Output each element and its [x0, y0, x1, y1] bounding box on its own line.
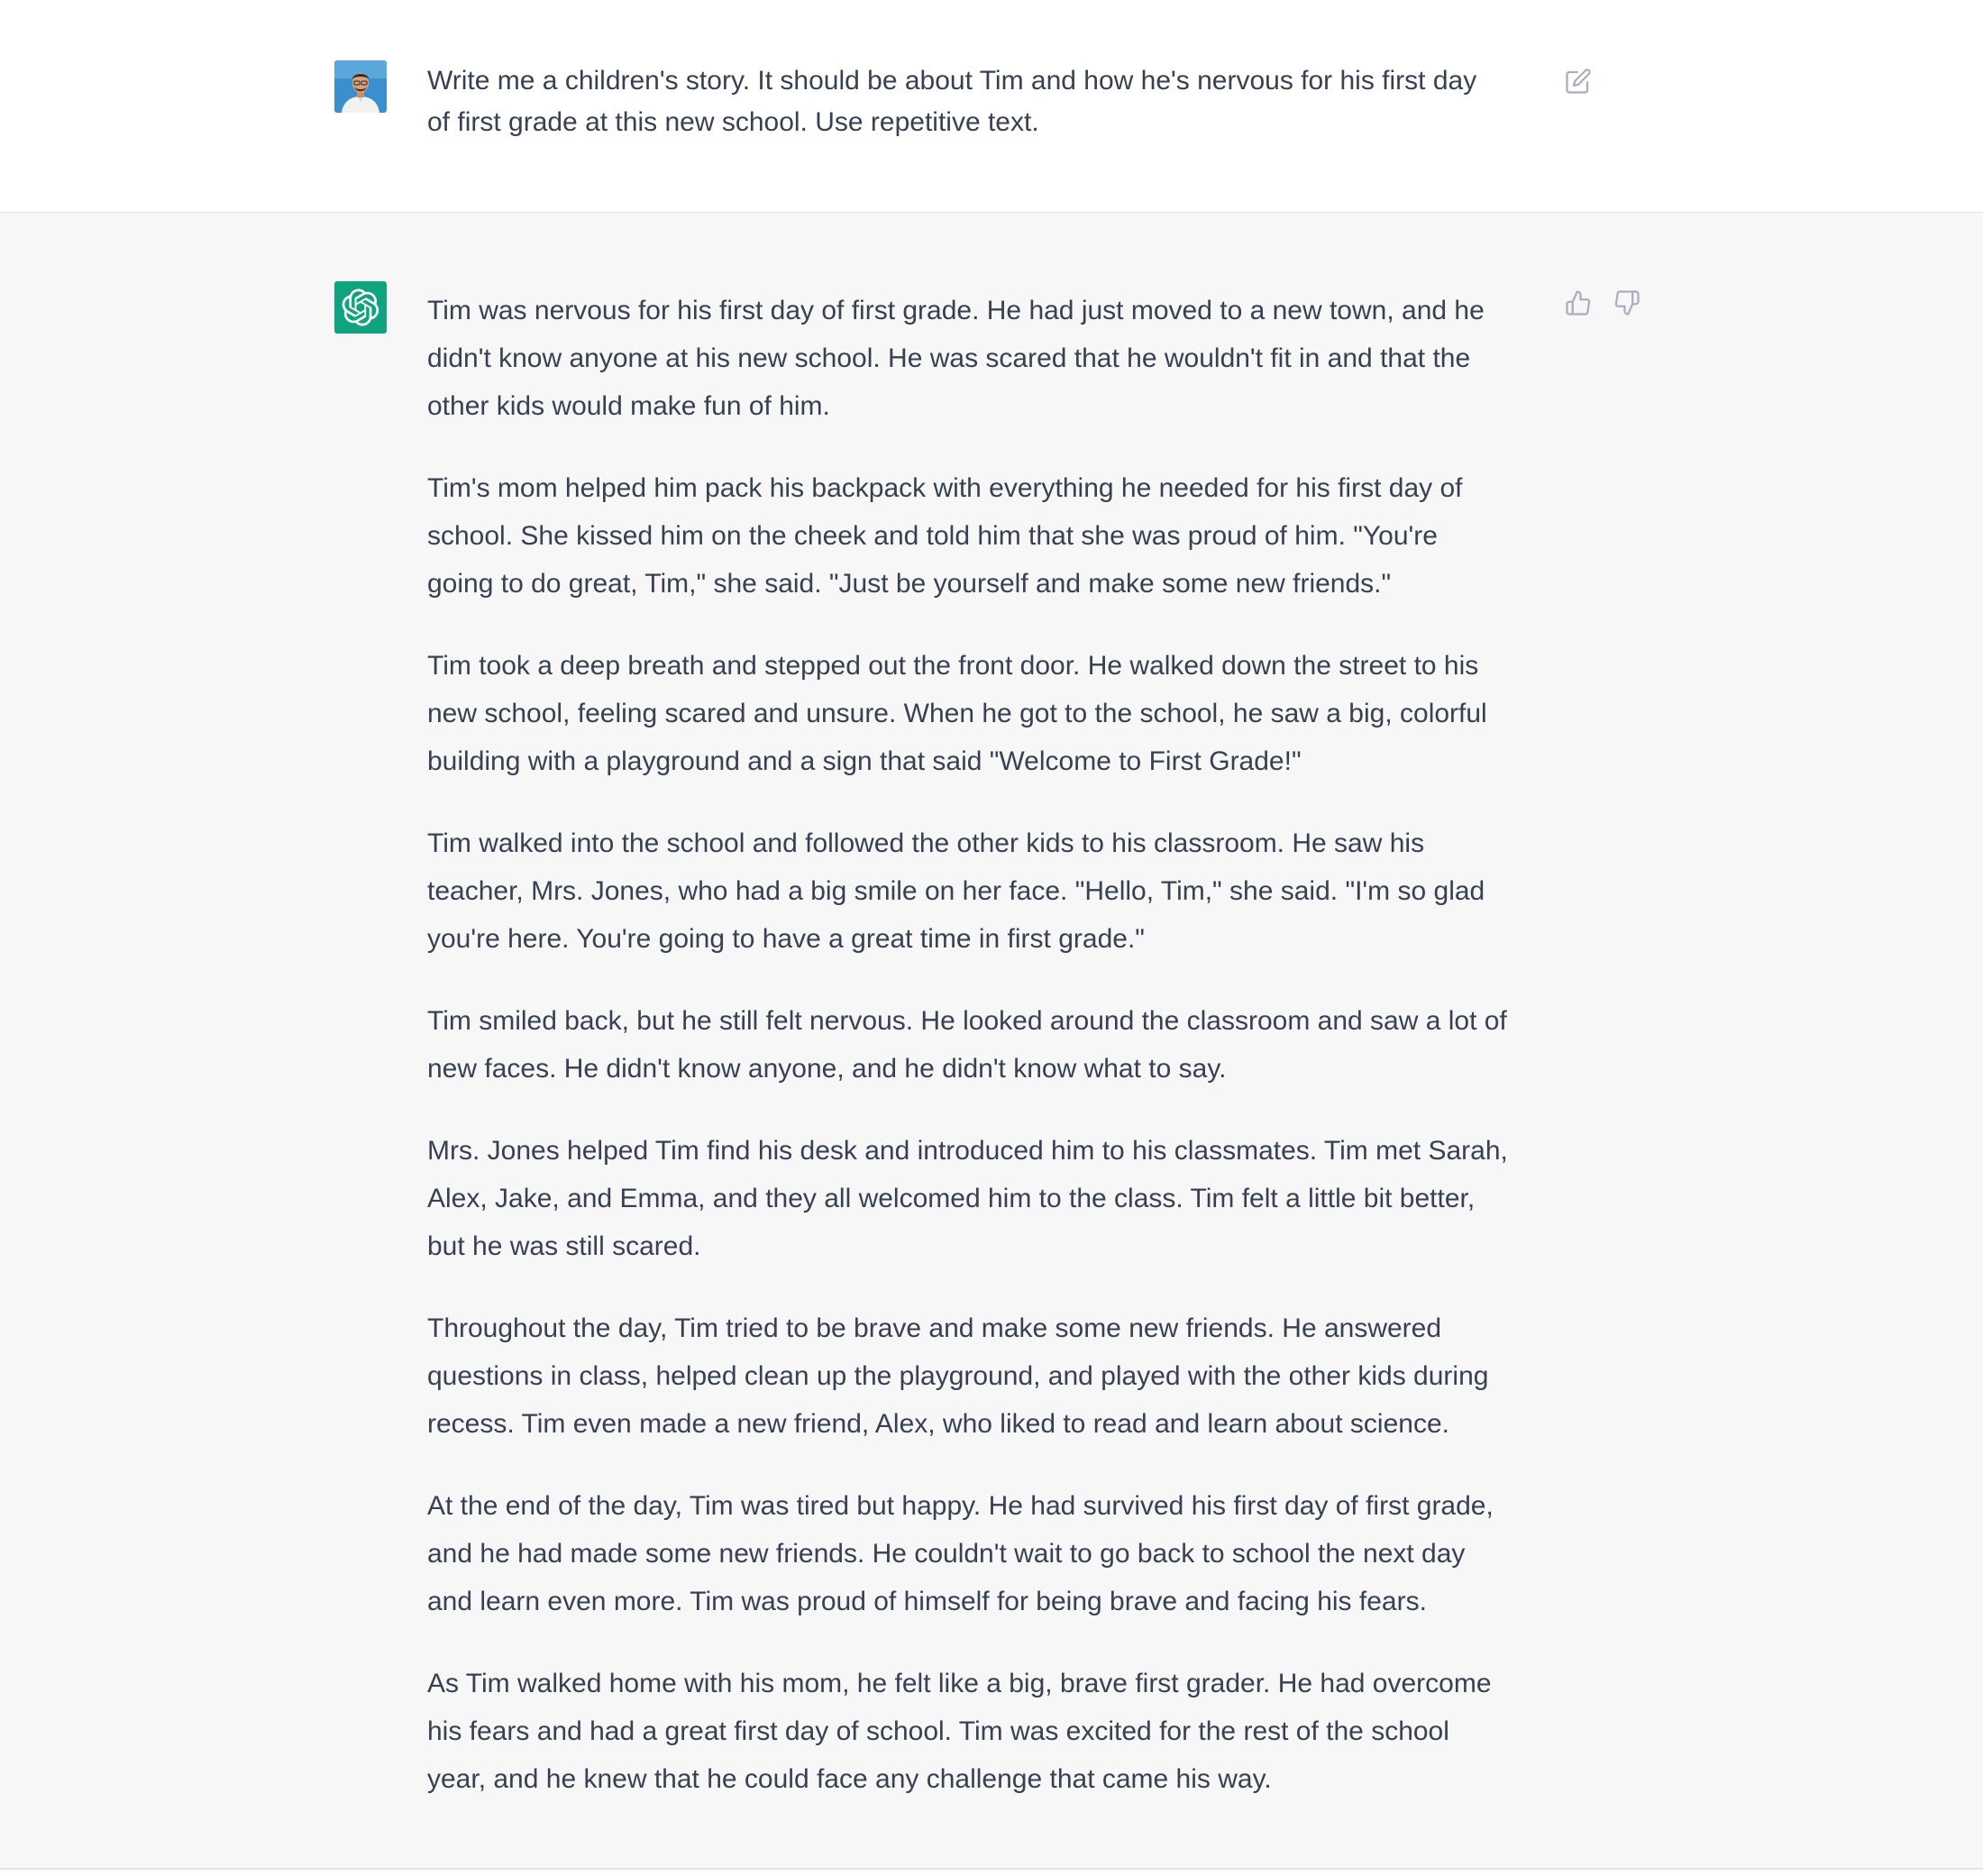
edit-icon: [1565, 68, 1592, 95]
thumbs-up-icon: [1565, 289, 1592, 316]
thumbs-up-button[interactable]: [1563, 288, 1594, 318]
thumbs-down-icon: [1613, 289, 1640, 316]
story-paragraph: As Tim walked home with his mom, he felt like a big, brave first grader. He had overcome his fears and had a great first day of school. Tim was excited for the rest of the school year, and he knew that he could face any challenge that came his way.: [427, 1669, 1492, 1794]
page-bottom-strip: [0, 1870, 1983, 1876]
story-paragraph: Tim smiled back, but he still felt nervous. He looked around the classroom and saw a lot of new faces. He didn't know anyone, and he didn't know what to say.: [427, 1006, 1507, 1084]
assistant-response-text: [427, 287, 1549, 1837]
user-message: [0, 0, 1983, 213]
story-paragraph: Tim walked into the school and followed the other kids to his classroom. He saw his teacher, Mrs. Jones, who had a big smile on her face. "Hello, Tim," she said. "I'm so glad you're here. You're going to have a great time in first grade.": [427, 828, 1485, 954]
user-avatar-photo: [334, 60, 387, 113]
story-paragraph: Mrs. Jones helped Tim find his desk and introduced him to his classmates. Tim met Sarah, Alex, Jake, and Emma, and they all welcomed him to the class. Tim felt a little bit better, but he was still scared.: [427, 1136, 1508, 1261]
assistant-message: [0, 213, 1983, 1870]
assistant-avatar: [334, 281, 387, 334]
user-avatar: [334, 60, 387, 113]
story-paragraph: Tim was nervous for his first day of first grade. He had just moved to a new town, and he didn't know anyone at his new school. He was scared that he wouldn't fit in and that the other kids would make fun of him.: [427, 296, 1485, 421]
story-paragraph: At the end of the day, Tim was tired but happy. He had survived his first day of first grade, and he had made some new friends. He couldn't wait to go back to school the next day and learn even more. Tim was proud of himself for being brave and facing his fears.: [427, 1491, 1494, 1616]
openai-logo-icon: [342, 288, 379, 326]
thumbs-down-button[interactable]: [1612, 288, 1642, 318]
story-paragraph: Tim took a deep breath and stepped out the front door. He walked down the street to his new school, feeling scared and unsure. When he got to the school, he saw a big, colorful building with a playground and a sign that said "Welcome to First Grade!": [427, 651, 1487, 776]
user-prompt-text: Write me a children's story. It should be about Tim and how he's nervous for his first day of first grade at this new school. Use repetitive text.: [427, 66, 1477, 137]
story-paragraph: Tim's mom helped him pack his backpack with everything he needed for his first day of school. She kissed him on the cheek and told him that she was proud of him. "You're going to do great, Tim," she said. "Just be yourself and make some new friends.": [427, 473, 1463, 599]
story-paragraph: Throughout the day, Tim tried to be brave and make some new friends. He answered questions in class, helped clean up the playground, and played with the other kids during recess. Tim even made a new friend, Alex, who liked to read and learn about science.: [427, 1313, 1489, 1439]
edit-message-button[interactable]: [1563, 66, 1594, 96]
